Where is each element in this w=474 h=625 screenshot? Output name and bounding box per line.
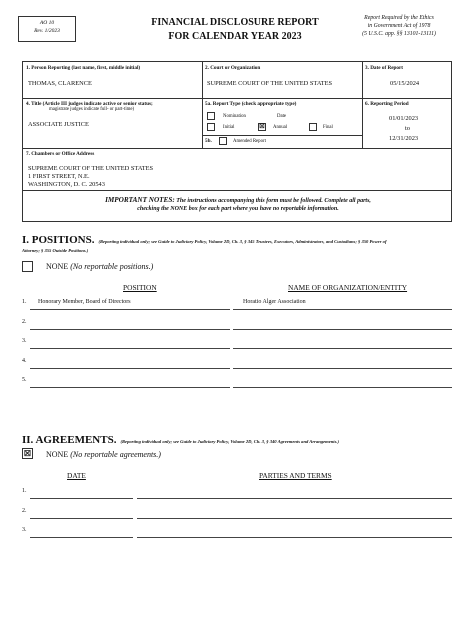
report-title-line1: FINANCIAL DISCLOSURE REPORT [151, 17, 319, 28]
date-of-report-label: 3. Date of Report [365, 65, 404, 71]
agreement-terms-underline[interactable] [137, 518, 452, 519]
report-title [120, 16, 350, 44]
positions-none-label [46, 262, 153, 271]
amended-prefix: 5b. [205, 138, 212, 144]
annual-checkbox[interactable]: ☒ [259, 124, 265, 130]
agreement-date-underline[interactable] [30, 518, 133, 519]
organization-column-header: NAME OF ORGANIZATION/ENTITY [288, 283, 408, 292]
nomination-checkbox[interactable] [207, 112, 215, 120]
grid-divider [202, 98, 203, 148]
agreements-title: II. AGREEMENTS. [22, 434, 117, 446]
person-reporting-value[interactable]: THOMAS, CLARENCE [28, 80, 92, 87]
agreements-section-header [22, 433, 452, 447]
position-row-number: 1. [22, 299, 27, 305]
positions-none-checkbox[interactable] [22, 261, 33, 272]
grid-divider [23, 148, 451, 149]
amended-checkbox[interactable] [219, 137, 227, 145]
final-label: Final [323, 125, 333, 130]
organization-underline [233, 309, 452, 310]
agreement-row-number: 1. [22, 488, 27, 494]
chambers-label: 7. Chambers or Office Address [26, 151, 95, 157]
title-sublabel: magistrate judges indicate full- or part-time) [49, 107, 135, 112]
report-title-line2: FOR CALENDAR YEAR 2023 [168, 31, 302, 42]
court-label: 2. Court or Organization [205, 65, 261, 71]
agreements-note: (Reporting individual only; see Guide to Judiciary Policy, Volume 2D, Ch. 3, § 340 Agreements and Arrangements.) [120, 439, 340, 444]
grid-divider [23, 190, 451, 191]
positions-note-line2: Attorney; § 355 Outside Positions.) [22, 248, 89, 253]
grid-divider [362, 62, 363, 148]
form-revision: Rev. 1/2023 [34, 28, 60, 34]
agreements-none-label [46, 450, 161, 459]
organization-underline [233, 329, 452, 330]
agreement-terms-underline[interactable] [137, 498, 452, 499]
position-row-number: 5. [22, 377, 27, 383]
court-value[interactable]: SUPREME COURT OF THE UNITED STATES [207, 80, 333, 87]
authority-line3: (5 U.S.C. app. §§ 13101-13111) [362, 31, 436, 37]
title-value[interactable]: ASSOCIATE JUSTICE [28, 121, 89, 128]
grid-divider [23, 98, 451, 99]
positions-section-header [22, 233, 452, 247]
organization-underline [233, 348, 452, 349]
organization-underline [233, 368, 452, 369]
initial-checkbox[interactable] [207, 123, 215, 131]
positions-none-note: (No reportable positions.) [70, 262, 154, 271]
position-row-number: 2. [22, 318, 27, 325]
authority-line2: in Government Act of 1978 [367, 23, 431, 29]
agreements-none-note: (No reportable agreements.) [70, 450, 161, 459]
position-underline [30, 368, 230, 369]
agreement-terms-underline[interactable] [137, 537, 452, 538]
notes-text2: checking the NONE box for each part where you have no reportable information. [137, 206, 339, 212]
agreement-row-number: 3. [22, 527, 27, 533]
form-id-box [18, 16, 76, 42]
period-end-value[interactable]: 12/31/2023 [389, 135, 419, 142]
date-column-header: DATE [67, 471, 86, 480]
notes-text1: The instructions accompanying this form must be followed. Complete all parts, [176, 198, 371, 204]
agreements-none-checkbox[interactable]: ☒ [23, 449, 32, 458]
positions-note: (Reporting individual only; see Guide to Judiciary Policy, Volume 2D, Ch. 3, § 345 Trustees, Executors, Administrators, and Custodians; § 350 Power of [98, 239, 387, 244]
reporting-period-label: 6. Reporting Period [365, 101, 409, 107]
position-underline [30, 387, 230, 388]
agreement-date-underline[interactable] [30, 537, 133, 538]
amended-label: Amended Report [233, 139, 266, 144]
authority-note [340, 14, 458, 38]
address-line1[interactable]: SUPREME COURT OF THE UNITED STATES [28, 165, 154, 172]
organization-cell[interactable]: Horatio Alger Association [243, 299, 306, 305]
period-start-value[interactable]: 01/01/2023 [389, 115, 419, 122]
period-to: to [405, 125, 410, 132]
position-column-header: POSITION [123, 283, 157, 292]
authority-line1: Report Required by the Ethics [364, 15, 434, 21]
position-row-number: 3. [22, 338, 27, 344]
date-of-report-value[interactable]: 05/15/2024 [390, 80, 420, 87]
important-notes [23, 196, 453, 213]
position-cell[interactable]: Honorary Member, Board of Directors [38, 299, 131, 305]
report-type-label: 5a. Report Type (check appropriate type) [205, 101, 297, 107]
grid-divider [202, 62, 203, 98]
address-line3[interactable]: WASHINGTON, D. C. 20543 [28, 181, 105, 188]
position-underline [30, 309, 230, 310]
parties-column-header: PARTIES AND TERMS [259, 471, 332, 480]
initial-label: Initial [223, 125, 235, 130]
organization-underline [233, 387, 452, 388]
final-checkbox[interactable] [309, 123, 317, 131]
agreement-date-underline[interactable] [30, 498, 133, 499]
position-underline [30, 348, 230, 349]
position-row-number: 4. [22, 357, 27, 364]
notes-heading: IMPORTANT NOTES: [105, 196, 175, 204]
report-info-grid [22, 61, 452, 222]
annual-label: Annual [273, 125, 288, 130]
date-word: Date [277, 114, 287, 119]
person-reporting-label: 1. Person Reporting (last name, first, middle initial) [26, 65, 141, 71]
nomination-label: Nomination [223, 114, 246, 119]
agreement-row-number: 2. [22, 507, 27, 514]
title-label: 4. Title (Article III judges indicate active or senior status; [26, 101, 153, 107]
agreements-none-word: NONE [46, 450, 69, 459]
address-line2[interactable]: 1 FIRST STREET, N.E. [28, 173, 90, 180]
form-number: AO 10 [39, 20, 55, 26]
position-underline [30, 329, 230, 330]
grid-divider [202, 135, 362, 136]
positions-title: I. POSITIONS. [22, 234, 95, 246]
positions-none-word: NONE [46, 262, 69, 271]
